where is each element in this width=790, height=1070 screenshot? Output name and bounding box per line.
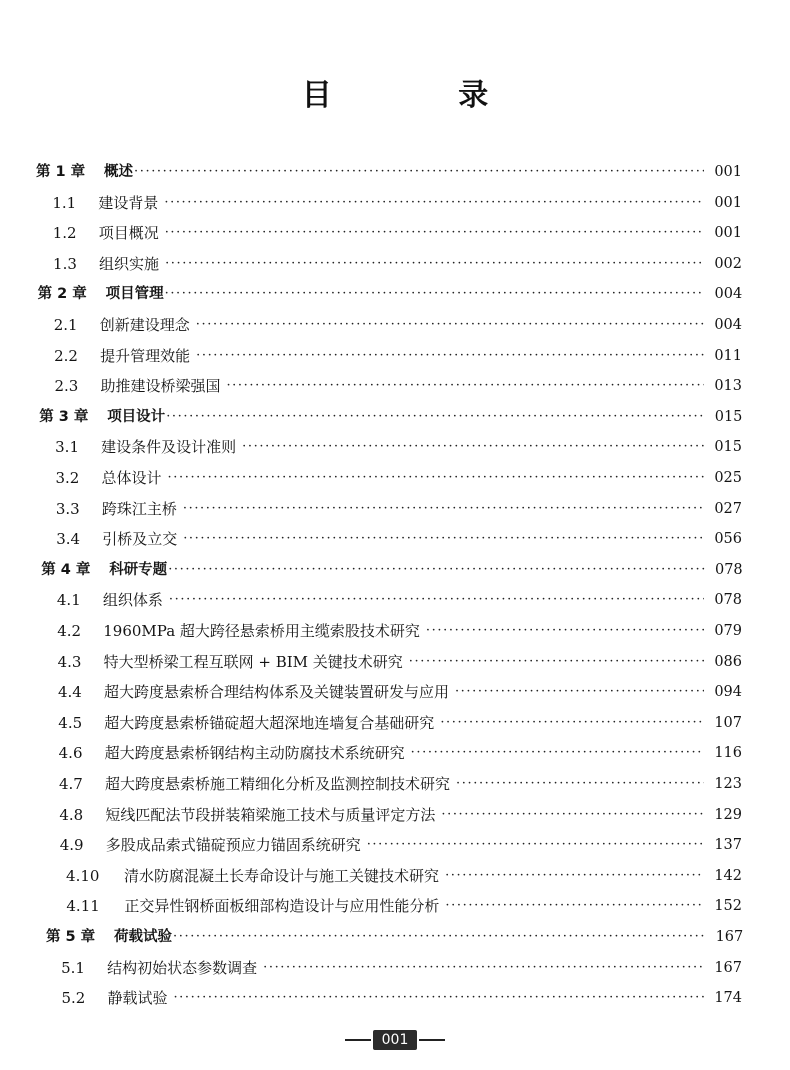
toc-entry-page: 004 [714, 317, 742, 333]
toc-entry-number: 第 1 章 [36, 164, 86, 180]
page-title: 目 录 [301, 78, 547, 113]
toc-section-entry[interactable] [59, 738, 742, 768]
toc-entry-number: 4.4 [57, 683, 82, 702]
toc-section-entry[interactable] [53, 218, 742, 248]
toc-entry-page: 025 [714, 470, 742, 486]
toc-section-entry[interactable] [61, 983, 742, 1013]
toc-entry-title: 正交异性钢桥面板细部构造设计与应用性能分析 [124, 897, 440, 916]
toc-entry-page: 015 [714, 408, 743, 425]
toc-entry-number: 4.6 [58, 744, 83, 763]
toc-dot-leader [242, 432, 704, 462]
toc-dot-leader [165, 218, 704, 248]
toc-section-entry[interactable] [58, 647, 742, 677]
toc-section-entry[interactable] [66, 891, 742, 921]
toc-dot-leader [168, 463, 704, 493]
toc-entry-number: 2.1 [53, 316, 78, 334]
toc-dot-leader [456, 769, 704, 799]
toc-entry-page: 174 [714, 990, 742, 1007]
toc-section-entry[interactable] [57, 585, 742, 615]
toc-entry-number: 第 2 章 [37, 286, 87, 303]
toc-entry-number: 4.7 [59, 775, 83, 793]
toc-dot-leader [173, 983, 704, 1013]
toc-entry-number: 第 3 章 [39, 408, 89, 425]
toc-entry-page: 123 [714, 776, 742, 792]
toc-entry-number: 2.3 [54, 377, 79, 396]
toc-entry-number: 4.10 [66, 866, 100, 885]
toc-entry-number: 4.5 [58, 713, 83, 732]
toc-entry-number: 2.2 [54, 346, 78, 365]
toc-entry-page: 027 [714, 500, 742, 517]
toc-entry-title: 建设条件及设计准则 [101, 438, 237, 457]
toc-entry-title: 清水防腐混凝土长寿命设计与施工关键技术研究 [124, 866, 440, 885]
toc-chapter-entry[interactable] [39, 402, 742, 432]
toc-entry-number: 4.1 [56, 591, 81, 610]
toc-entry-number: 3.2 [55, 469, 80, 487]
toc-chapter-entry[interactable] [41, 555, 742, 585]
toc-dot-leader [226, 371, 704, 401]
toc-section-entry[interactable] [54, 310, 742, 340]
toc-section-entry[interactable] [54, 341, 742, 371]
toc-section-entry[interactable] [54, 371, 742, 401]
toc-entry-title: 多股成品索式锚碇预应力锚固系统研究 [105, 836, 361, 855]
toc-dot-leader [263, 953, 704, 983]
toc-entry-title: 创新建设理念 [99, 316, 190, 334]
toc-dot-leader [173, 922, 705, 952]
toc-entry-title: 组织实施 [99, 254, 160, 273]
toc-section-entry[interactable] [66, 861, 742, 891]
toc-chapter-entry[interactable] [46, 922, 743, 952]
toc-entry-number: 1.2 [52, 224, 77, 243]
toc-dot-leader [165, 279, 705, 309]
toc-section-entry[interactable] [60, 830, 742, 860]
toc-dot-leader [164, 188, 704, 218]
toc-dot-leader [134, 157, 704, 187]
toc-entry-page: 078 [714, 592, 742, 609]
toc-entry-number: 第 5 章 [46, 929, 96, 945]
toc-entry-title: 跨珠江主桥 [101, 499, 177, 518]
toc-entry-title: 项目设计 [107, 408, 166, 425]
toc-entry-title: 超大跨度悬索桥施工精细化分析及监测控制技术研究 [105, 775, 451, 793]
toc-entry-page: 078 [714, 561, 743, 578]
toc-dot-leader [367, 830, 704, 860]
toc-entry-number: 4.2 [57, 622, 82, 640]
toc-entry-page: 056 [714, 531, 742, 548]
toc-entry-title: 引桥及立交 [102, 530, 178, 549]
toc-entry-number: 5.2 [61, 989, 86, 1008]
toc-entry-number: 4.11 [66, 897, 100, 916]
toc-dot-leader [445, 891, 704, 921]
toc-entry-page: 167 [714, 959, 742, 976]
toc-entry-page: 002 [714, 255, 742, 272]
toc-entry-number: 5.1 [61, 958, 85, 977]
toc-dot-leader [165, 249, 704, 279]
toc-entry-number: 4.8 [59, 805, 84, 824]
toc-entry-title: 结构初始状态参数调查 [107, 958, 258, 977]
toc-dot-leader [440, 708, 704, 738]
toc-entry-number: 3.3 [55, 499, 80, 518]
toc-entry-title: 超大跨度悬索桥锚碇超大超深地连墙复合基础研究 [104, 713, 435, 732]
toc-entry-page: 001 [714, 164, 742, 180]
toc-chapter-entry[interactable] [36, 157, 742, 187]
toc-entry-page: 107 [714, 714, 742, 731]
toc-entry-title: 特大型桥梁工程互联网 + BIM 关键技术研究 [103, 652, 403, 671]
toc-dot-leader [196, 310, 704, 340]
toc-entry-title: 超大跨度悬索桥合理结构体系及关键装置研发与应用 [103, 683, 449, 702]
toc-section-entry[interactable] [55, 432, 742, 462]
toc-dot-leader [409, 647, 704, 677]
toc-section-entry[interactable] [58, 708, 742, 738]
toc-entry-page: 086 [714, 653, 742, 670]
toc-dot-leader [445, 861, 704, 891]
toc-entry-title: 总体设计 [101, 469, 162, 487]
toc-section-entry[interactable] [52, 188, 742, 218]
toc-entry-title: 提升管理效能 [100, 346, 191, 365]
toc-chapter-entry[interactable] [38, 279, 743, 309]
toc-dot-leader [166, 402, 704, 432]
toc-entry-title: 超大跨度悬索桥钢结构主动防腐技术系统研究 [104, 744, 405, 763]
footer-rule-right [419, 1039, 445, 1041]
toc-entry-page: 129 [714, 806, 742, 823]
toc-dot-leader [411, 738, 704, 768]
toc-entry-page: 116 [714, 745, 742, 762]
toc-entry-title: 助推建设桥梁强国 [100, 377, 221, 396]
toc-entry-number: 4.9 [59, 836, 84, 855]
toc-entry-page: 001 [714, 225, 742, 242]
toc-dot-leader [441, 800, 704, 830]
toc-entry-page: 013 [714, 378, 742, 395]
toc-dot-leader [196, 341, 704, 371]
toc-entry-title: 荷载试验 [114, 929, 172, 945]
toc-entry-number: 4.3 [57, 652, 82, 671]
toc-entry-page: 001 [714, 194, 742, 211]
toc-section-entry[interactable] [57, 616, 742, 646]
toc-entry-number: 1.3 [53, 254, 77, 273]
toc-entry-page: 152 [714, 898, 742, 915]
toc-section-entry[interactable] [53, 249, 742, 279]
toc-entry-title: 短线匹配法节段拼装箱梁施工技术与质量评定方法 [105, 805, 436, 824]
page-footer [345, 1030, 445, 1050]
toc-entry-title: 项目概况 [98, 224, 159, 243]
toc-section-entry[interactable] [61, 953, 742, 983]
toc-entry-title: 建设背景 [98, 193, 159, 212]
toc-entry-number: 第 4 章 [41, 561, 91, 578]
toc-entry-title: 项目管理 [105, 286, 164, 303]
toc-entry-title: 概述 [104, 164, 133, 180]
toc-entry-title: 科研专题 [109, 561, 168, 578]
toc-entry-number: 3.1 [55, 438, 79, 457]
toc-dot-leader [183, 524, 704, 554]
toc-entry-page: 142 [714, 867, 742, 884]
toc-dot-leader [183, 494, 704, 524]
toc-entry-title: 组织体系 [102, 591, 163, 610]
toc-entry-page: 137 [714, 837, 742, 854]
toc-entry-page: 004 [714, 286, 743, 303]
toc-section-entry[interactable] [56, 463, 743, 493]
toc-section-entry[interactable] [58, 677, 742, 707]
toc-section-entry[interactable] [56, 494, 742, 524]
toc-dot-leader [168, 555, 704, 585]
toc-entry-page: 079 [714, 623, 742, 639]
toc-entry-page: 011 [714, 347, 742, 364]
toc-entry-number: 3.4 [56, 530, 81, 549]
toc-entry-title: 1960MPa 超大跨径悬索桥用主缆索股技术研究 [103, 622, 420, 640]
toc-entry-page: 015 [714, 439, 742, 456]
toc-section-entry[interactable] [56, 524, 742, 554]
toc-entry-page: 094 [714, 684, 742, 701]
toc-dot-leader [455, 677, 704, 707]
toc-dot-leader [169, 585, 704, 615]
toc-entry-page: 167 [715, 929, 744, 945]
page-number-badge: 001 [373, 1030, 417, 1050]
toc-entry-number: 1.1 [52, 193, 77, 212]
toc-entry-title: 静载试验 [107, 989, 168, 1008]
toc-dot-leader [426, 616, 704, 646]
toc-section-entry[interactable] [59, 800, 742, 830]
toc-section-entry[interactable] [59, 769, 742, 799]
footer-rule-left [345, 1039, 371, 1041]
